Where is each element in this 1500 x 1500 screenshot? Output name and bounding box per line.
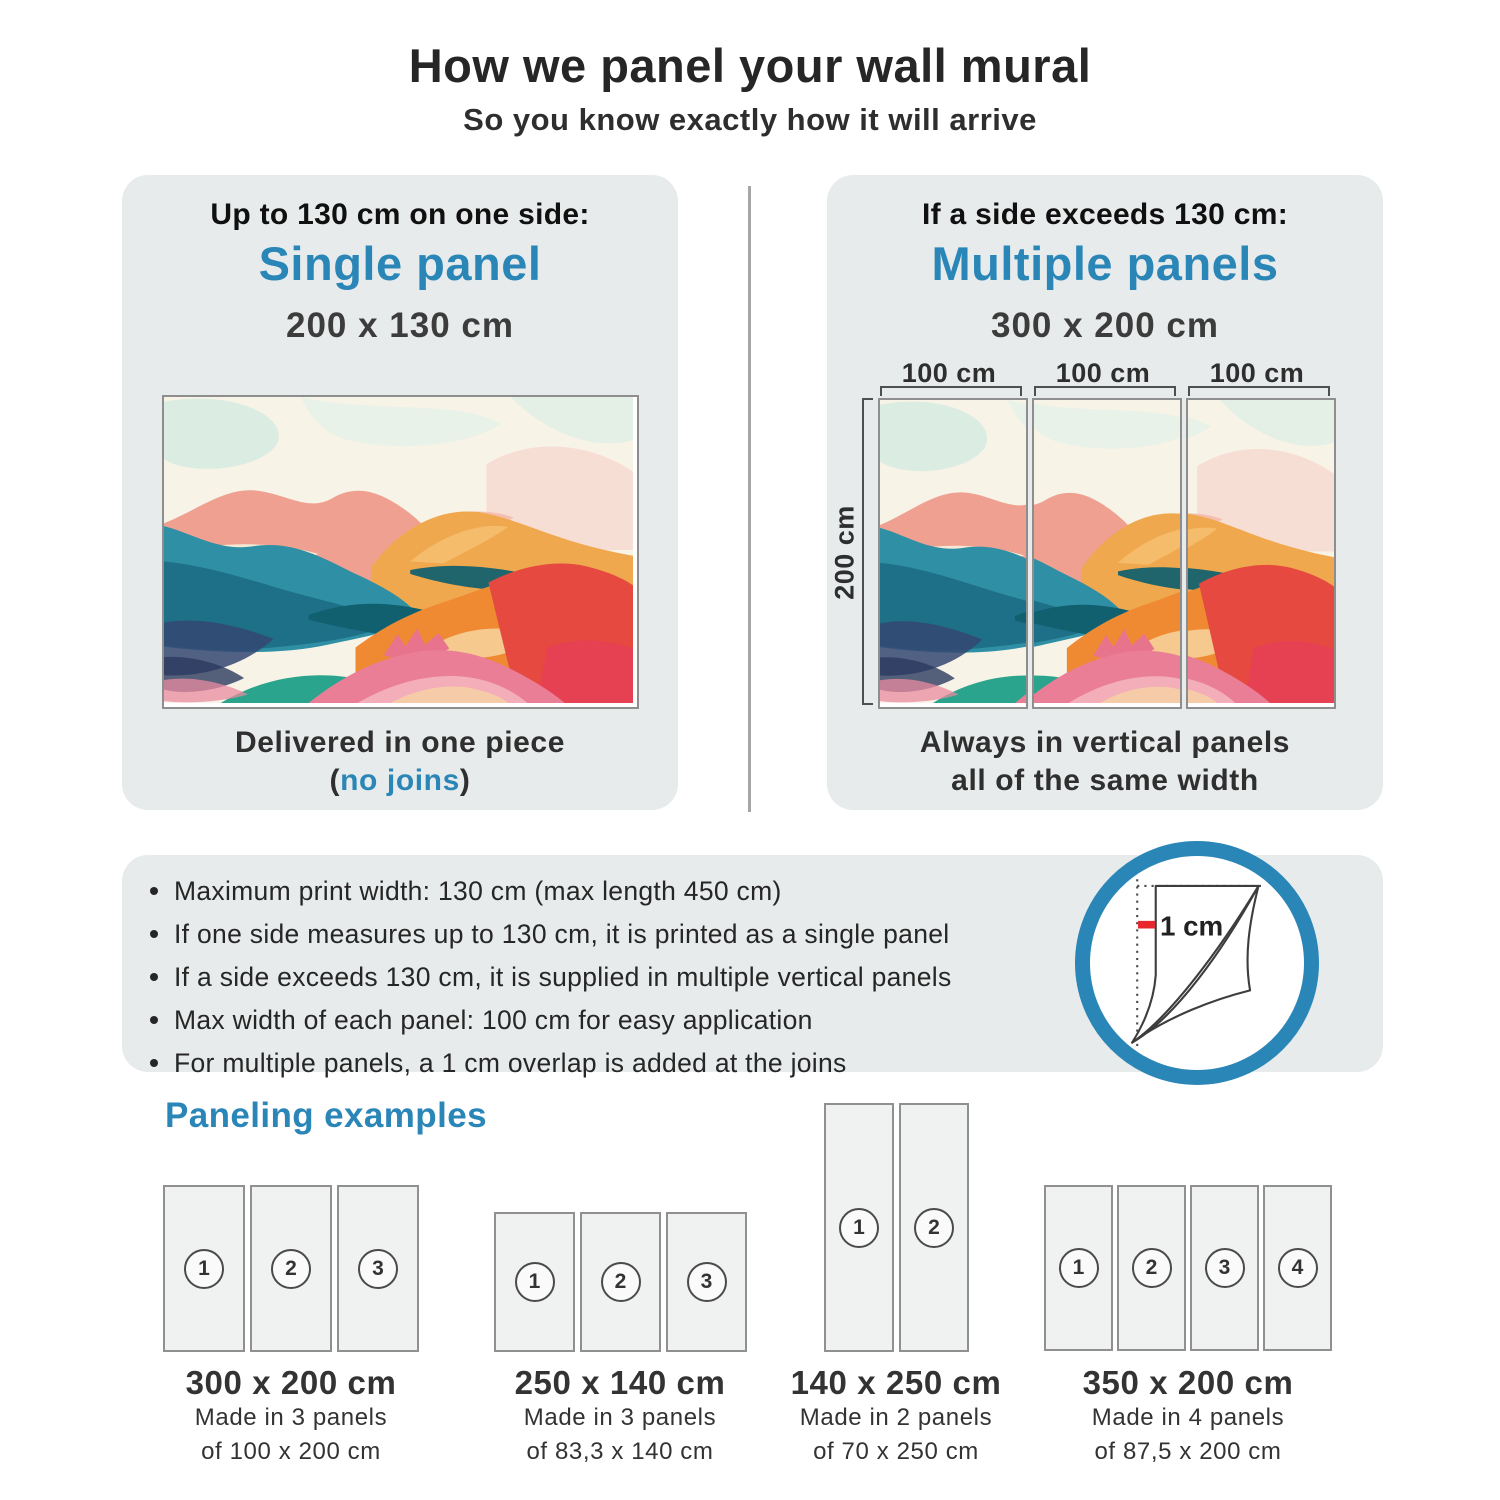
height-bracket: [862, 398, 873, 705]
example1-panel-3: [337, 1185, 419, 1352]
mural-panel-strip-2: [1032, 398, 1182, 709]
info-bullet-list: [150, 875, 1150, 1081]
panel-number-badge: 1: [839, 1208, 879, 1248]
info-bullet-3: [150, 961, 1150, 995]
example3-panel-1: [824, 1103, 894, 1352]
panel-number-badge: 3: [1205, 1248, 1245, 1288]
overlap-detail-badge: [1075, 841, 1319, 1085]
single-panel-caption-line2: [122, 764, 678, 798]
width-bracket-1: [880, 386, 1022, 396]
example2-panel-2: [580, 1212, 661, 1352]
multiple-panels-caption-line1: Always in vertical panels: [919, 726, 1291, 759]
example2-of-line: of 83,3 x 140 cm: [526, 1438, 714, 1465]
page-title: How we panel your wall mural: [408, 39, 1092, 92]
panel-number-badge: 1: [1059, 1248, 1099, 1288]
single-panel-mural-image: [162, 395, 639, 709]
single-panel-size: 200 x 130 cm: [285, 306, 514, 345]
mural-artwork: [1186, 400, 1334, 703]
card-divider-line: [748, 186, 751, 812]
example4-panel-2: [1117, 1185, 1186, 1351]
mural-panel-strip-3: [1186, 398, 1336, 709]
example4-panel-4: [1263, 1185, 1332, 1351]
panel-number-badge: 4: [1278, 1248, 1318, 1288]
panel-number-badge: 2: [914, 1208, 954, 1248]
width-bracket-2: [1034, 386, 1176, 396]
mural-panel-strip-1: [878, 398, 1028, 709]
paren-open: (: [329, 764, 341, 797]
multiple-panels-type-label: Multiple panels: [931, 237, 1279, 290]
panel-number-badge: 3: [358, 1249, 398, 1289]
height-label: 200 cm: [829, 505, 860, 600]
width-label-3: 100 cm: [1209, 358, 1305, 388]
single-panel-type-label: Single panel: [258, 237, 542, 290]
multiple-panels-size: 300 x 200 cm: [990, 306, 1219, 345]
single-panel-card: [122, 175, 678, 810]
paneling-examples-heading: Paneling examples: [165, 1096, 487, 1135]
mural-artwork: [1032, 400, 1182, 703]
example2-size: 250 x 140 cm: [514, 1364, 726, 1401]
example1-panel-1: [163, 1185, 245, 1352]
bullet-dot-icon: [150, 1016, 158, 1024]
example4-size: 350 x 200 cm: [1082, 1364, 1294, 1401]
width-label-2: 100 cm: [1055, 358, 1151, 388]
example4-panel-1: [1044, 1185, 1113, 1351]
info-bullet-1-text: Maximum print width: 130 cm (max length 450 cm): [174, 876, 782, 906]
example4-made-line: Made in 4 panels: [1091, 1404, 1285, 1431]
single-panel-condition: Up to 130 cm on one side:: [210, 198, 590, 231]
mural-artwork: [164, 397, 633, 703]
mural-artwork: [880, 400, 1028, 703]
panel-number-badge: 1: [515, 1262, 555, 1302]
single-panel-caption-line1: Delivered in one piece: [235, 726, 565, 759]
bullet-dot-icon: [150, 1059, 158, 1067]
info-bullet-3-text: If a side exceeds 130 cm, it is supplied in multiple vertical panels: [174, 961, 952, 992]
paren-close: ): [459, 764, 471, 797]
bullet-dot-icon: [150, 973, 158, 981]
example3-panel-2: [899, 1103, 969, 1352]
example2-made-line: Made in 3 panels: [523, 1404, 717, 1431]
panel-number-badge: 2: [271, 1249, 311, 1289]
bullet-dot-icon: [150, 930, 158, 938]
panel-number-badge: 3: [687, 1262, 727, 1302]
multiple-panels-condition: If a side exceeds 130 cm:: [921, 198, 1289, 231]
info-bullet-4: [150, 1004, 1150, 1038]
panel-number-badge: 1: [184, 1249, 224, 1289]
bullet-dot-icon: [150, 887, 158, 895]
example1-size: 300 x 200 cm: [185, 1364, 397, 1401]
example2-panel-1: [494, 1212, 575, 1352]
info-bullet-5-text: For multiple panels, a 1 cm overlap is added at the joins: [174, 1047, 847, 1078]
example1-made-line: Made in 3 panels: [194, 1404, 388, 1431]
example1-of-line: of 100 x 200 cm: [201, 1438, 381, 1465]
info-bullet-2: [150, 918, 1150, 952]
info-bullet-5: [150, 1047, 1150, 1081]
info-bullet-4-text: Max width of each panel: 100 cm for easy application: [174, 1004, 813, 1035]
example4-panel-3: [1190, 1185, 1259, 1351]
example1-panel-2: [250, 1185, 332, 1352]
width-label-1: 100 cm: [901, 358, 997, 388]
no-joins-highlight: no joins: [340, 764, 460, 797]
multiple-panels-caption-line2: all of the same width: [951, 764, 1259, 797]
example3-of-line: of 70 x 250 cm: [813, 1438, 979, 1465]
page-curl-overlap-icon: [1117, 872, 1277, 1054]
panel-number-badge: 2: [601, 1262, 641, 1302]
example3-size: 140 x 250 cm: [790, 1364, 1002, 1401]
multiple-panels-card: [827, 175, 1383, 810]
example4-of-line: of 87,5 x 200 cm: [1094, 1438, 1282, 1465]
info-bullet-2-text: If one side measures up to 130 cm, it is printed as a single panel: [174, 918, 950, 949]
overlap-measure-label: 1 cm: [1159, 910, 1224, 942]
example2-panel-3: [666, 1212, 747, 1352]
page-subtitle: So you know exactly how it will arrive: [463, 102, 1037, 137]
example3-made-line: Made in 2 panels: [799, 1404, 993, 1431]
info-bullet-1: [150, 875, 1150, 909]
panel-number-badge: 2: [1132, 1248, 1172, 1288]
width-bracket-3: [1188, 386, 1330, 396]
